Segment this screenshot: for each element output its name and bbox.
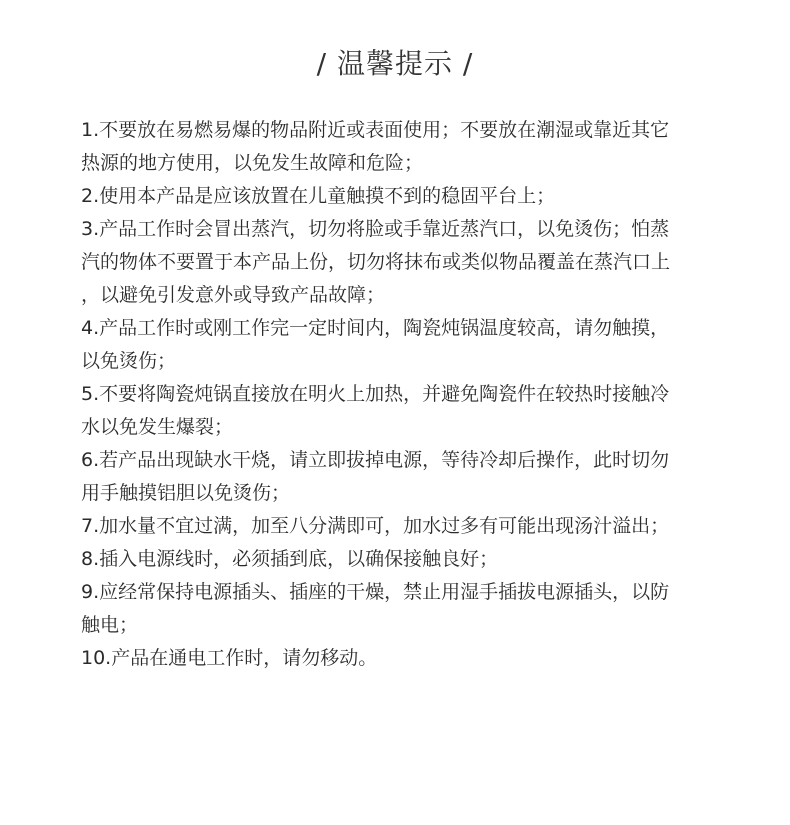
notice-5-line-2: 水以免发生爆裂；: [81, 416, 234, 438]
notice-8-line-1: 8.插入电源线时，必须插到底，以确保接触良好；: [81, 548, 499, 570]
notice-item-6: [81, 444, 711, 510]
notice-7-line-1: 7.加水量不宜过满，加至八分满即可，加水过多有可能出现汤汁溢出；: [81, 515, 670, 537]
notice-4-line-1: 4.产品工作时或刚工作完一定时间内，陶瓷炖锅温度较高，请勿触摸，: [81, 317, 670, 339]
notice-3-line-3: ，以避免引发意外或导致产品故障；: [81, 284, 386, 306]
notice-item-1: [81, 114, 711, 180]
notice-item-10: [81, 642, 711, 675]
notice-item-3: [81, 213, 711, 312]
notice-item-9: [81, 576, 711, 642]
notice-6-line-2: 用手触摸铝胆以免烫伤；: [81, 482, 291, 504]
notice-1-line-1: 1.不要放在易燃易爆的物品附近或表面使用；不要放在潮湿或靠近其它: [81, 119, 670, 141]
notice-6-line-1: 6.若产品出现缺水干烧，请立即拔掉电源，等待冷却后操作，此时切勿: [81, 449, 670, 471]
notice-2-line-1: 2.使用本产品是应该放置在儿童触摸不到的稳固平台上；: [81, 185, 556, 207]
notice-3-line-2: 汽的物体不要置于本产品上份，切勿将抹布或类似物品覆盖在蒸汽口上: [81, 251, 671, 273]
notice-item-7: [81, 510, 711, 543]
notice-item-8: [81, 543, 711, 576]
notice-4-line-2: 以免烫伤；: [81, 350, 177, 372]
notice-3-line-1: 3.产品工作时会冒出蒸汽，切勿将脸或手靠近蒸汽口，以免烫伤；怕蒸: [81, 218, 670, 240]
notice-list: [81, 114, 711, 675]
notice-item-2: [81, 180, 711, 213]
page-title: / 温馨提示 /: [316, 47, 474, 80]
notice-1-line-2: 热源的地方使用，以免发生故障和危险；: [81, 152, 424, 174]
notice-item-4: [81, 312, 711, 378]
notice-10-line-1: 10.产品在通电工作时，请勿移动。: [81, 647, 378, 669]
notice-9-line-2: 触电；: [81, 614, 139, 636]
notice-item-5: [81, 378, 711, 444]
notice-9-line-1: 9.应经常保持电源插头、插座的干燥，禁止用湿手插拔电源插头，以防: [81, 581, 670, 603]
notice-5-line-1: 5.不要将陶瓷炖锅直接放在明火上加热，并避免陶瓷件在较热时接触冷: [81, 383, 670, 405]
